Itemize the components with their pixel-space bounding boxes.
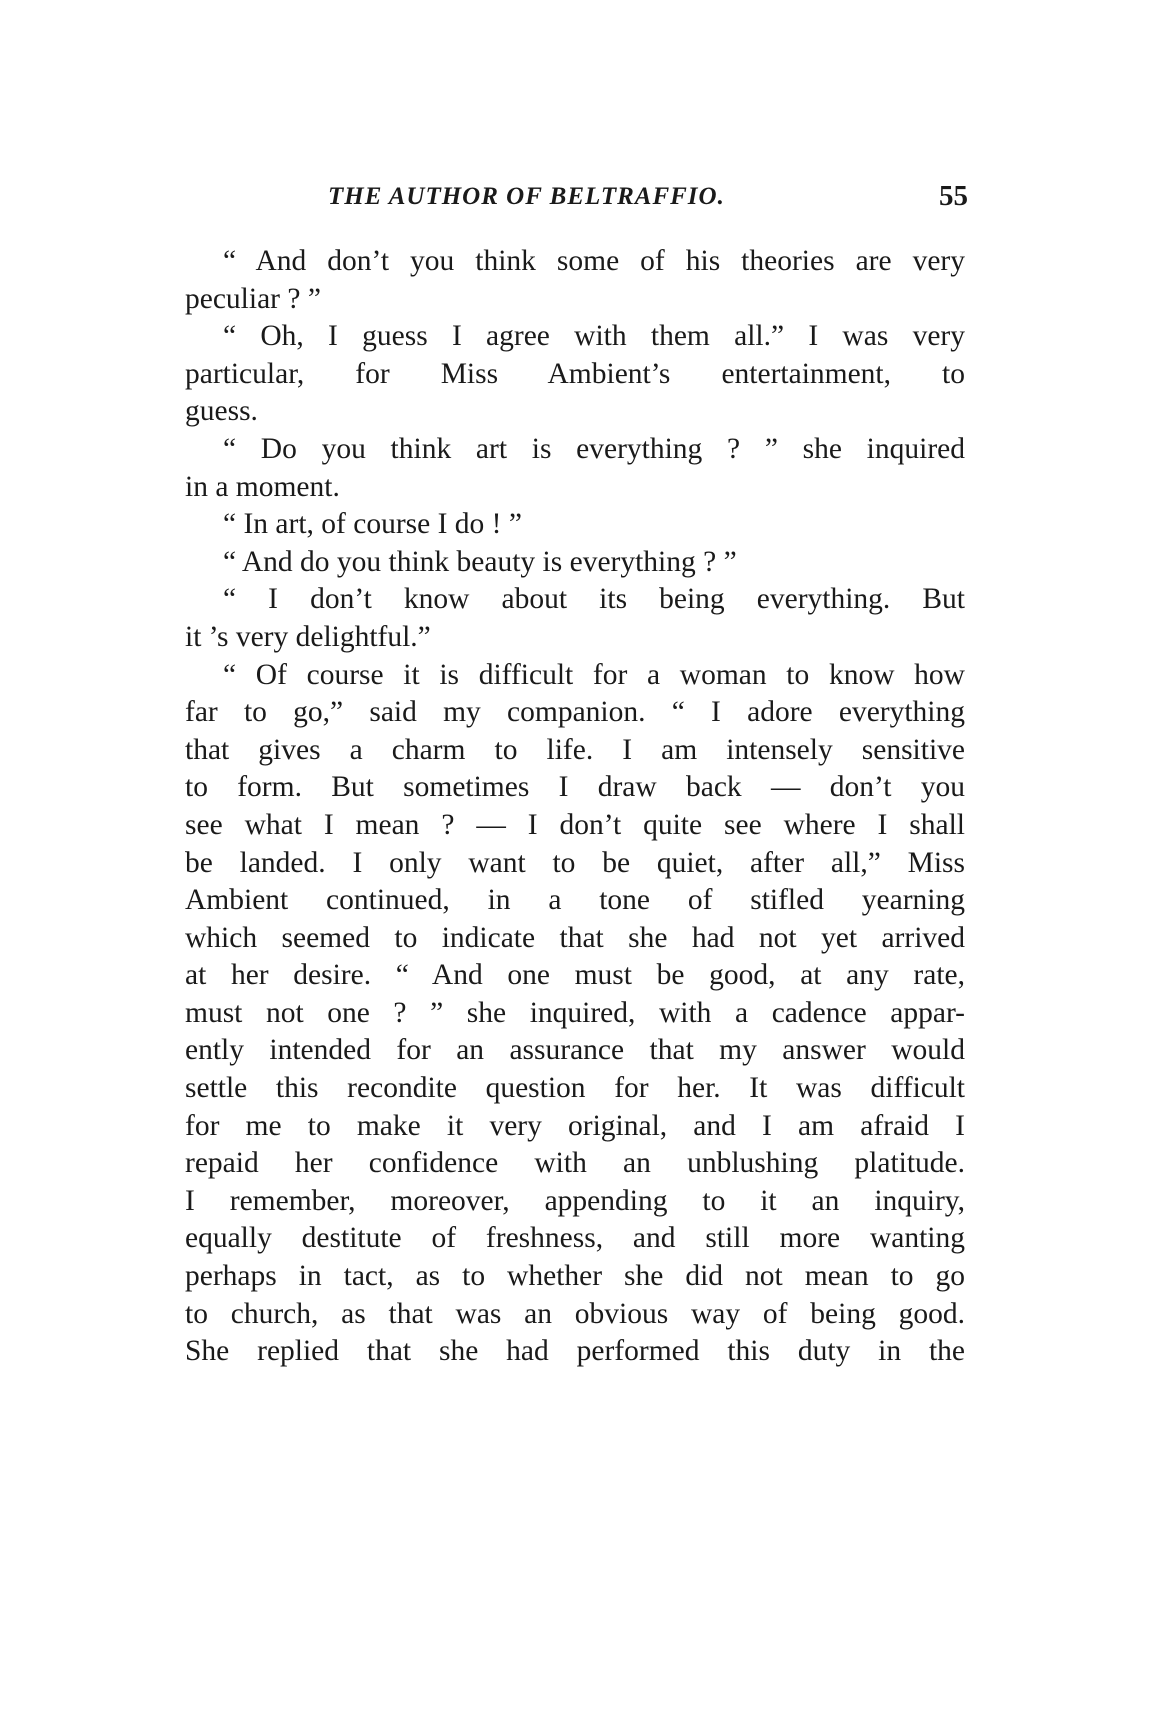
running-head: THE AUTHOR OF BELTRAFFIO. <box>328 183 725 210</box>
text-line: “ I don’t know about its being everything. But <box>223 583 965 616</box>
page-header <box>328 180 968 223</box>
text-line: it ’s very delightful.” <box>185 620 431 653</box>
text-line: repaid her confidence with an unblushing platitude. <box>185 1147 965 1180</box>
text-line: at her desire. “ And one must be good, at any rate, <box>185 959 965 992</box>
text-line: guess. <box>185 395 258 428</box>
text-line: I remember, moreover, appending to it an inquiry, <box>185 1184 965 1217</box>
text-line: that gives a charm to life. I am intensely sensitive <box>185 733 965 766</box>
text-line: particular, for Miss Ambient’s entertainment, to <box>185 357 965 390</box>
text-line: perhaps in tact, as to whether she did not mean to go <box>185 1260 965 1293</box>
text-line: which seemed to indicate that she had not yet arrived <box>185 921 965 954</box>
text-line: to church, as that was an obvious way of being good. <box>185 1297 965 1330</box>
text-line: “ And don’t you think some of his theories are very <box>223 245 965 277</box>
text-line: “ Oh, I guess I agree with them all.” I was very <box>223 320 965 353</box>
text-line: to form. But sometimes I draw back — don’t you <box>185 771 965 804</box>
text-line: see what I mean ? — I don’t quite see where I shall <box>185 808 965 841</box>
text-line: ently intended for an assurance that my answer would <box>185 1034 965 1067</box>
text-line: “ Of course it is difficult for a woman to know how <box>223 658 965 691</box>
page-number: 55 <box>939 180 968 212</box>
text-line: peculiar ? ” <box>185 282 321 315</box>
text-line: in a moment. <box>185 470 340 503</box>
text-line: “ In art, of course I do ! ” <box>223 508 522 541</box>
text-line: far to go,” said my companion. “ I adore everything <box>185 696 965 729</box>
text-line: must not one ? ” she inquired, with a cadence appar- <box>185 996 965 1029</box>
text-line: She replied that she had performed this duty in the <box>185 1335 965 1368</box>
text-line: for me to make it very original, and I am afraid I <box>185 1109 965 1142</box>
text-line: Ambient continued, in a tone of stifled yearning <box>185 884 965 917</box>
text-line: “ Do you think art is everything ? ” she inquired <box>223 432 965 465</box>
text-line: “ And do you think beauty is everything ? ” <box>223 545 737 578</box>
text-line: settle this recondite question for her. It was difficult <box>185 1072 965 1105</box>
text-line: equally destitute of freshness, and still more wanting <box>185 1222 965 1255</box>
text-line: be landed. I only want to be quiet, after all,” Miss <box>185 846 965 879</box>
body-text <box>185 243 965 1371</box>
